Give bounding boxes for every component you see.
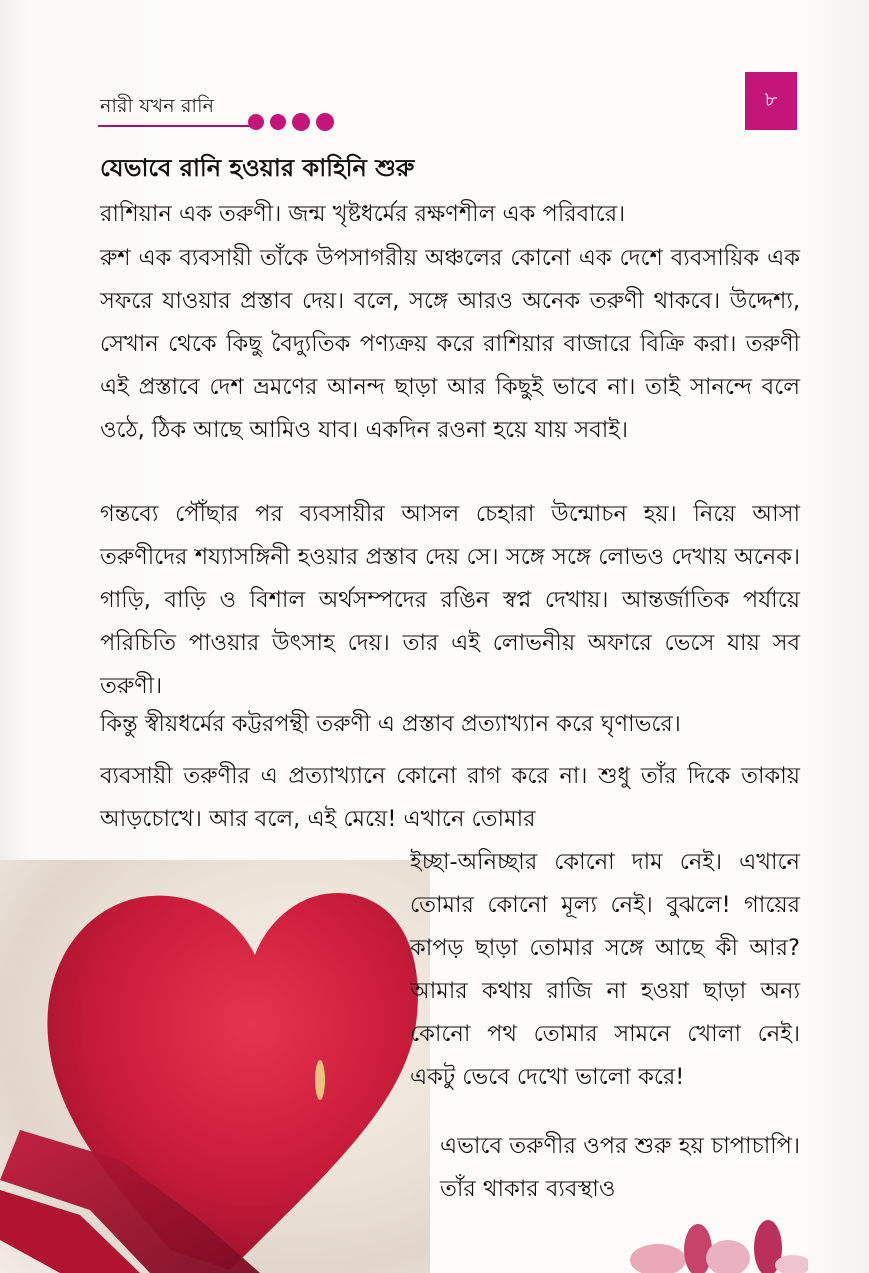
page-number: ৮ xyxy=(745,72,797,130)
heart-icon xyxy=(0,860,430,1273)
dot-icon xyxy=(316,113,334,131)
dot-icon xyxy=(270,114,286,130)
paragraph-5-top: ব্যবসায়ী তরুণীর এ প্রত্যাখ্যানে কোনো রাগ করে না। শুধু তাঁর দিকে তাকায় আড়চোখে। আর বলে, এই মেয়ে! এখানে তোমার xyxy=(100,763,800,832)
paragraph-5-continued: ইচ্ছা-অনিচ্ছার কোনো দাম নেই। এখানে তোমার কোনো মূল্য নেই। বুঝলে! গায়ের কাপড় ছাড়া তোমার সঙ্গে আছে কী আর? আমার কথায় রাজি না হওয়া ছাড়া অন্য কোনো পথ তোমার সামনে খোলা নেই। একটু ভেবে দেখো ভালো করে! xyxy=(410,849,800,1090)
flower-decoration-icon xyxy=(628,1210,808,1273)
header-rule xyxy=(98,125,250,127)
book-title: নারী যখন রানি xyxy=(100,95,215,117)
paragraph-1: রাশিয়ান এক তরুণী। জন্ম খৃষ্টধর্মের রক্ষণশীল এক পরিবারে। xyxy=(100,201,626,227)
paragraph-3: গন্তব্যে পৌঁছার পর ব্যবসায়ীর আসল চেহারা উন্মোচন হয়। নিয়ে আসা তরুণীদের শয্যাসঙ্গিনী হওয়ার প্রস্তাব দেয় সে। সঙ্গে সঙ্গে লোভও দেখায় অনেক। গাড়ি, বাড়ি ও বিশাল অর্থসম্পদের রঙিন স্বপ্ন দেখায়। আন্তর্জাতিক পর্যায়ে পরিচিতি পাওয়ার উৎসাহ দেয়। তার এই লোভনীয় অফারে ভেসে যায় সব তরুণী। xyxy=(100,501,800,699)
heart-illustration xyxy=(0,860,430,1273)
header-dots xyxy=(248,113,334,131)
paragraph-4: কিন্তু স্বীয়ধর্মের কট্টরপন্থী তরুণী এ প্রস্তাব প্রত্যাখ্যান করে ঘৃণাভরে। xyxy=(100,711,681,737)
section-heading: যেভাবে রানি হওয়ার কাহিনি শুরু xyxy=(100,154,415,182)
dot-icon xyxy=(292,113,310,131)
paragraph-2: রুশ এক ব্যবসায়ী তাঁকে উপসাগরীয় অঞ্চলের কোনো এক দেশে ব্যবসায়িক এক সফরে যাওয়ার প্রস্তাব দেয়। বলে, সঙ্গে আরও অনেক তরুণী থাকবে। উদ্দেশ্য, সেখান থেকে কিছু বৈদ্যুতিক পণ্যক্রয় করে রাশিয়ার বাজারে বিক্রি করা। তরুণী এই প্রস্তাবে দেশ ভ্রমণের আনন্দ ছাড়া আর কিছুই ভাবে না। তাই সানন্দে বলে ওঠে, ঠিক আছে আমিও যাব। একদিন রওনা হয়ে যায় সবাই। xyxy=(100,245,800,443)
paragraph-6: এভাবে তরুণীর ওপর শুরু হয় চাপাচাপি। তাঁর থাকার ব্যবস্থাও xyxy=(440,1133,800,1202)
dot-icon xyxy=(248,114,264,130)
